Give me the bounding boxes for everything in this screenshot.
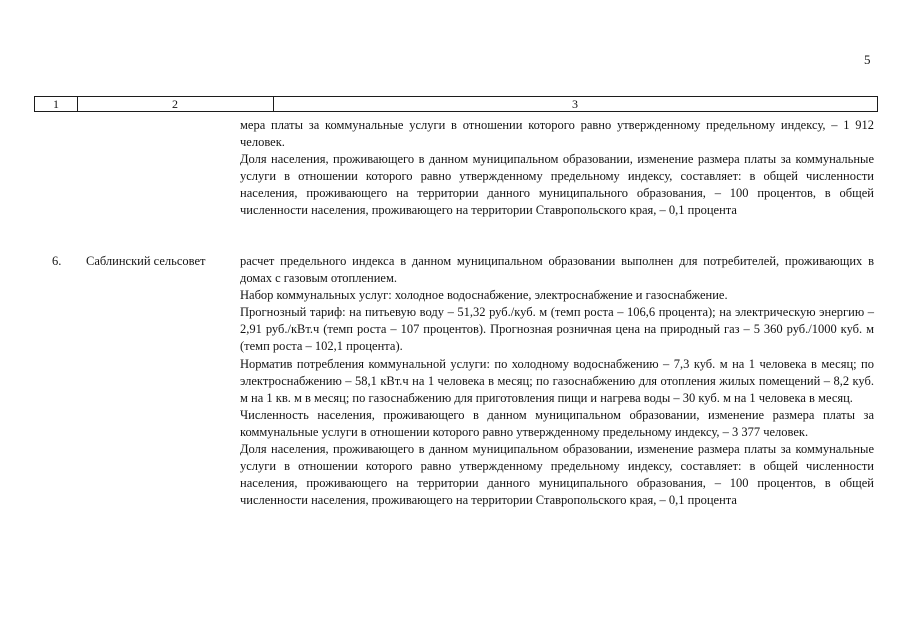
table-header-row — [34, 96, 878, 112]
continuation-cell — [240, 117, 874, 220]
row-number: 6. — [52, 254, 62, 268]
paragraph-services-set: Набор коммунальных услуг: холодное водоснабжение, электроснабжение и газоснабжение. — [240, 288, 728, 303]
row-description-cell — [240, 253, 874, 509]
municipality-name: Саблинский сельсовет — [86, 254, 206, 268]
continuation-paragraph-population: мера платы за коммунальные услуги в отношении которого равно утвержденному предельному индексу, – 1 912 человек. — [240, 118, 874, 150]
continuation-paragraph-share: Доля населения, проживающего в данном муниципальном образовании, изменение размера платы за коммунальные услуги в отношении которого равно утвержденному предельному индексу, составляет: в общей численности населения, проживающего на территории данного муниципального образования, – 100 процентов, в общей численности населения, проживающего на территории Ставропольского края, – 0,1 процента — [240, 152, 874, 218]
paragraph-forecast-tariff: Прогнозный тариф: на питьевую воду – 51,32 руб./куб. м (темп роста – 106,6 процента); на электрическую энергию – 2,91 руб./кВт.ч (темп роста – 107 процентов). Прогнозная розничная цена на природный газ – 5 360 руб./1000 куб. м (темп роста – 102,1 процента). — [240, 305, 874, 354]
paragraph-population-share: Доля населения, проживающего в данном муниципальном образовании, изменение размера платы за коммунальные услуги в отношении которого равно утвержденному предельному индексу, составляет: в общей численности населения, проживающего на территории данного муниципального образования, – 100 процентов, в общей численности населения, проживающего на территории Ставропольского края, – 0,1 процента — [240, 442, 874, 508]
page-number: 5 — [864, 52, 871, 67]
paragraph-consumption-norm: Норматив потребления коммунальной услуги: по холодному водоснабжению – 7,3 куб. м на 1 человека в месяц; по электроснабжению – 58,1 кВт.ч на 1 человека в месяц; по газоснабжению для отопления жилых помещений – 8,2 куб. м на 1 кв. м в месяц; по газоснабжению для приготовления пищи и нагрева воды – 30 куб. м на 1 человека в месяц. — [240, 356, 874, 405]
paragraph-population: Численность населения, проживающего в данном муниципальном образовании, изменение размера платы за коммунальные услуги в отношении которого равно утвержденному предельному индексу, – 3 377 человек. — [240, 407, 874, 439]
table-header-col-3: 3 — [572, 97, 578, 111]
paragraph-calculation: расчет предельного индекса в данном муниципальном образовании выполнен для потребителей, проживающих в домах с газовым отоплением. — [240, 254, 874, 286]
table-header-col-2: 2 — [77, 97, 274, 111]
table-header-col-1: 1 — [35, 97, 78, 111]
